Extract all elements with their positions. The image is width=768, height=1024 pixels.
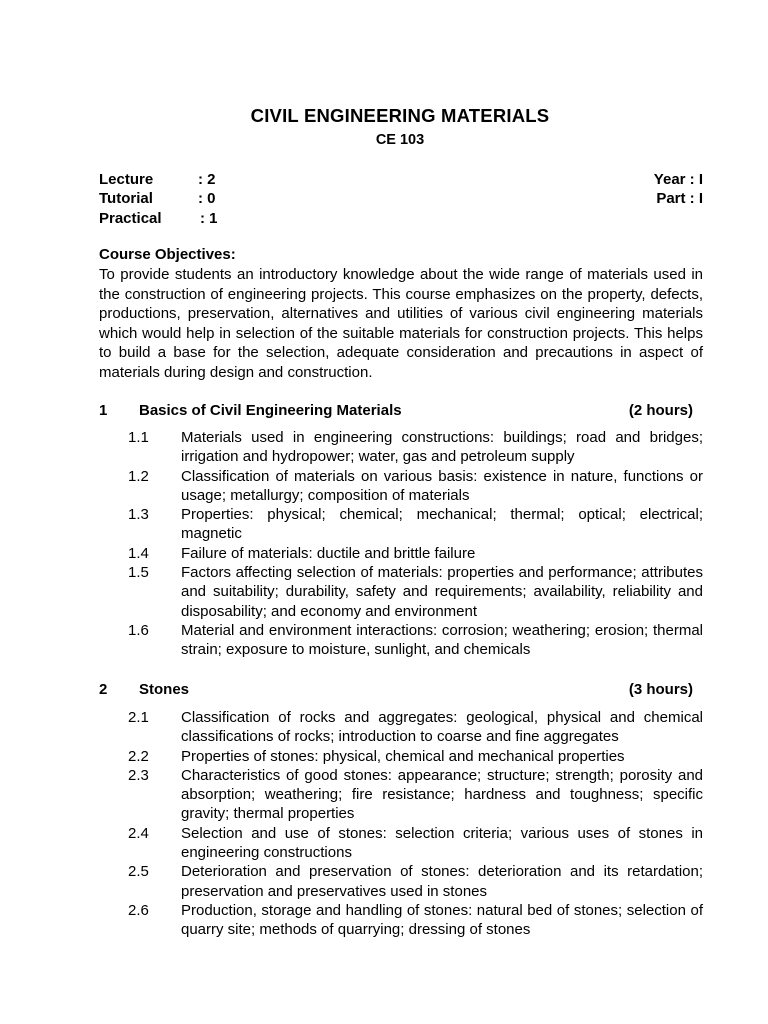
list-item [128,467,703,506]
list-item [128,505,703,544]
item-text: Production, storage and handling of stones: natural bed of stones; selection of quarry site; methods of quarrying; dressing of stones [181,901,703,939]
list-item [128,708,703,747]
practical-value: : 1 [200,210,218,227]
item-text: Factors affecting selection of materials: properties and performance; attributes and suitability; durability, safety and requirements; availability, reliability and disposability; and economy and environment [181,564,703,620]
lecture-value: : 2 [198,171,216,188]
list-item [128,563,703,621]
course-code: CE 103 [375,132,425,148]
section-title: Stones [139,681,190,698]
item-text: Selection and use of stones: selection criteria; various uses of stones in engineering constructions [181,824,703,862]
objectives-text: To provide students an introductory knowledge about the wide range of materials used in the construction of engineering projects. This course emphasizes on the property, defects, productions, preservation, alternatives and utilities of various civil engineering materials which would help in selection of the suitable materials for construction projects. This helps to build a base for the selection, adequate consideration and precautions in aspect of materials during design and construction. [99,266,703,381]
item-text: Failure of materials: ductile and brittle failure [181,544,476,562]
section-title: Basics of Civil Engineering Materials [139,402,402,419]
list-item [128,766,703,824]
section-number: 2 [99,681,108,698]
item-text: Material and environment interactions: corrosion; weathering; erosion; thermal strain; exposure to moisture, sunlight, and chemicals [181,621,703,659]
objectives-heading: Course Objectives: [99,246,236,263]
item-number: 1.5 [128,564,149,582]
item-number: 2.6 [128,901,149,919]
item-number: 2.3 [128,766,149,784]
tutorial-value: : 0 [198,190,216,207]
item-number: 1.6 [128,621,149,639]
item-number: 2.4 [128,824,149,842]
item-text: Characteristics of good stones: appearance; structure; strength; porosity and absorption; weathering; fire resistance; hardness and toughness; specific gravity; thermal properties [181,766,703,823]
item-text: Properties: physical; chemical; mechanical; thermal; optical; electrical; magnetic [181,506,703,543]
item-text: Deterioration and preservation of stones: deterioration and its retardation; preservation and preservatives used in stones [181,863,703,900]
section-hours: (3 hours) [628,681,693,698]
item-text: Classification of rocks and aggregates: geological, physical and chemical classifications of rocks; introduction to coarse and fine aggregates [181,709,703,746]
section-items [128,708,703,940]
year-value: Year : I [653,171,703,188]
item-number: 2.1 [128,709,149,726]
section-number: 1 [99,402,108,419]
list-item [128,901,703,940]
section-items [128,428,703,660]
list-item [128,428,703,467]
item-number: 1.1 [128,429,149,446]
practical-label: Practical [99,210,162,227]
list-item [128,824,703,863]
item-number: 2.5 [128,863,149,881]
item-text: Properties of stones: physical, chemical and mechanical properties [181,747,625,765]
course-title: CIVIL ENGINEERING MATERIALS [250,105,550,126]
tutorial-label: Tutorial [99,190,153,207]
section-hours: (2 hours) [628,402,693,419]
part-value: Part : I [656,190,703,207]
item-text: Materials used in engineering constructions: buildings; road and bridges; irrigation and hydropower; water, gas and petroleum supply [181,429,703,466]
list-item [128,862,703,901]
lecture-label: Lecture [99,171,154,188]
item-number: 1.3 [128,506,149,524]
list-item [128,747,703,766]
item-number: 1.4 [128,544,149,562]
item-number: 2.2 [128,747,149,765]
item-text: Classification of materials on various basis: existence in nature, functions or usage; metallurgy; composition of materials [181,467,703,504]
list-item [128,544,703,563]
item-number: 1.2 [128,467,149,485]
list-item [128,621,703,660]
